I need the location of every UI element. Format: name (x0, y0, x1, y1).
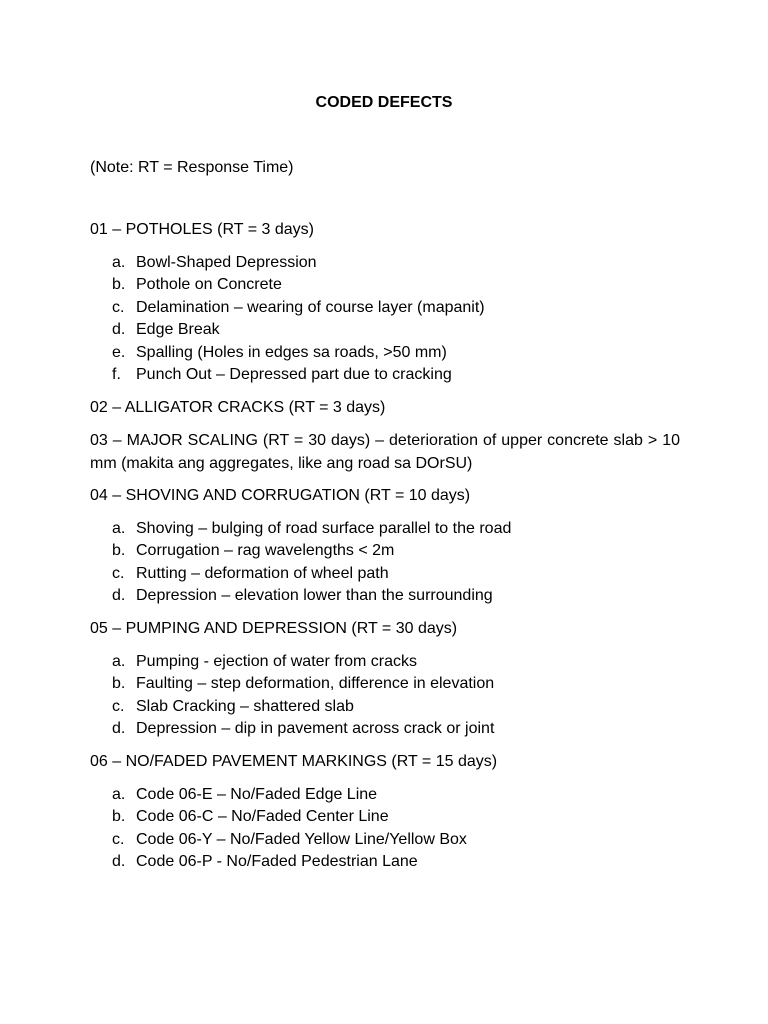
list-marker: c. (112, 299, 125, 316)
list-item-text: Edge Break (136, 321, 220, 338)
list-item-text: Depression – elevation lower than the surrounding (136, 587, 493, 604)
list-item-text: Depression – dip in pavement across crack or joint (136, 720, 495, 737)
list-item-text: Code 06-E – No/Faded Edge Line (136, 786, 378, 803)
list-item-text: Shoving – bulging of road surface parallel to the road (136, 520, 512, 537)
list-item-text: Pumping - ejection of water from cracks (136, 653, 417, 670)
response-time-note: (Note: RT = Response Time) (90, 159, 294, 176)
list-marker: c. (112, 698, 125, 715)
list-marker: c. (112, 565, 125, 582)
section-heading-03: 03 – MAJOR SCALING (RT = 30 days) – deterioration of upper concrete slab > 10 mm (makita ang aggregates, like ang road sa DOrSU) (90, 432, 680, 472)
list-item-text: Pothole on Concrete (136, 276, 282, 293)
document-title: CODED DEFECTS (315, 94, 453, 111)
list-item-text: Code 06-Y – No/Faded Yellow Line/Yellow Box (136, 831, 467, 848)
list-item-text: Code 06-C – No/Faded Center Line (136, 808, 389, 825)
list-item-text: Delamination – wearing of course layer (mapanit) (136, 299, 485, 316)
list-marker: b. (112, 808, 126, 825)
list-marker: b. (112, 542, 126, 559)
section-heading-04: 04 – SHOVING AND CORRUGATION (RT = 10 days) (90, 487, 471, 504)
list-marker: d. (112, 587, 126, 604)
list-marker: d. (112, 321, 126, 338)
section-heading-02: 02 – ALLIGATOR CRACKS (RT = 3 days) (90, 399, 386, 416)
list-marker: d. (112, 720, 126, 737)
section-heading-05: 05 – PUMPING AND DEPRESSION (RT = 30 days) (90, 620, 458, 637)
list-marker: b. (112, 276, 126, 293)
list-item-text: Code 06-P - No/Faded Pedestrian Lane (136, 853, 418, 870)
list-marker: a. (112, 653, 126, 670)
list-marker: a. (112, 786, 126, 803)
list-marker: e. (112, 344, 126, 361)
list-item-text: Faulting – step deformation, difference in elevation (136, 675, 495, 692)
list-item-text: Slab Cracking – shattered slab (136, 698, 354, 715)
section-heading-01: 01 – POTHOLES (RT = 3 days) (90, 221, 314, 238)
list-marker: b. (112, 675, 126, 692)
list-marker: f. (112, 366, 121, 383)
list-marker: d. (112, 853, 126, 870)
section-heading-06: 06 – NO/FADED PAVEMENT MARKINGS (RT = 15 days) (90, 753, 498, 770)
list-marker: a. (112, 254, 126, 271)
list-marker: c. (112, 831, 125, 848)
list-marker: a. (112, 520, 126, 537)
list-item-text: Spalling (Holes in edges sa roads, >50 mm) (136, 344, 447, 361)
list-item-text: Punch Out – Depressed part due to cracking (136, 366, 452, 383)
list-item-text: Bowl-Shaped Depression (136, 254, 317, 271)
list-item-text: Corrugation – rag wavelengths < 2m (136, 542, 395, 559)
list-item-text: Rutting – deformation of wheel path (136, 565, 389, 582)
